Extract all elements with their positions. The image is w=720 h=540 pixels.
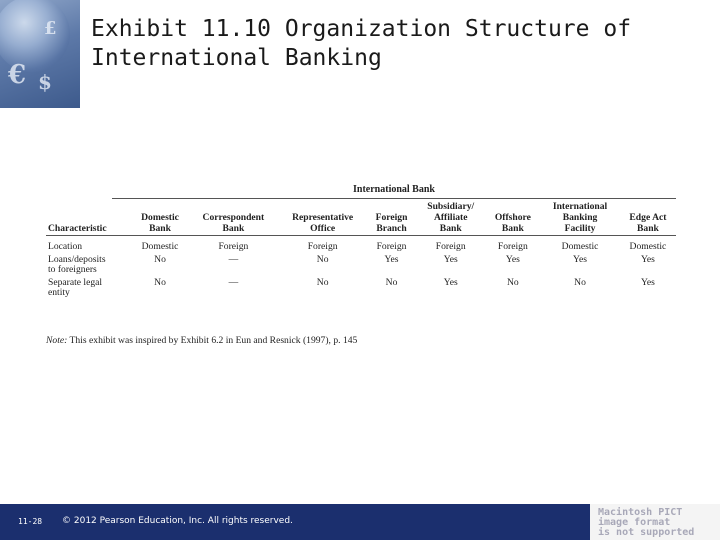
row-label: Separate legal entity (48, 276, 103, 298)
dollar-sign-icon: $ (38, 70, 52, 94)
table-cell: Yes (443, 276, 458, 288)
slide-title: Exhibit 11.10 Organization Structure of International Banking (91, 16, 632, 71)
table-cell: Foreign (307, 241, 338, 252)
note-text: This exhibit was inspired by Exhibit 6.2 in Eun and Resnick (1997), p. 145 (67, 334, 358, 346)
column-header: Subsidiary/ Affiliate Bank (416, 201, 486, 236)
table-cell: — (228, 253, 239, 265)
footer-bar (0, 504, 590, 540)
table-cell: Yes (384, 253, 399, 265)
table-cell: Yes (505, 253, 520, 265)
exhibit-table-figure (46, 184, 676, 346)
table-cell: Yes (443, 253, 458, 265)
column-header: Edge Act Bank (620, 201, 676, 236)
row-label: Location (48, 241, 83, 252)
table-cell: No (385, 276, 398, 288)
column-header: Representative Office (278, 201, 367, 236)
copyright-notice: © 2012 Pearson Education, Inc. All rights reserved. (62, 516, 293, 526)
column-header: Characteristic (46, 201, 131, 236)
table-cell: No (316, 253, 329, 265)
pound-sign-icon: £ (44, 18, 57, 39)
euro-sign-icon: € (8, 60, 27, 90)
table-cell: No (154, 253, 166, 265)
table-row (46, 278, 676, 301)
column-header: Domestic Bank (131, 201, 188, 236)
table-cell: Domestic (141, 241, 179, 252)
column-header: International Banking Facility (540, 201, 620, 236)
table-cell: Foreign (218, 241, 249, 252)
page-number: 11-28 (18, 517, 43, 526)
table-cell: Yes (640, 253, 655, 265)
table-row (46, 255, 676, 278)
column-header: Foreign Branch (367, 201, 416, 236)
group-header: International Bank (353, 184, 435, 195)
column-header: Offshore Bank (486, 201, 541, 236)
corner-globe-graphic (0, 0, 80, 108)
table-cell: Domestic (629, 241, 667, 252)
table-cell: No (574, 276, 586, 288)
table-cell: No (154, 276, 166, 288)
table-cell: No (316, 276, 329, 288)
table-cell: Yes (640, 276, 655, 288)
column-header: Correspondent Bank (189, 201, 279, 236)
table-cell: Yes (573, 253, 588, 265)
unsupported-image-placeholder (590, 504, 720, 540)
placeholder-line: Macintosh PICT (598, 507, 683, 518)
table-header-row (46, 201, 676, 236)
group-header-rule (112, 198, 676, 199)
table-cell: — (228, 276, 239, 288)
table-cell: Foreign (376, 241, 407, 252)
table-cell: Foreign (435, 241, 466, 252)
note-label: Note: (46, 334, 68, 346)
table-cell: Foreign (497, 241, 528, 252)
exhibit-note (46, 335, 676, 346)
table-cell: No (506, 276, 519, 288)
table-cell: Domestic (561, 241, 599, 252)
table-row (46, 236, 676, 255)
placeholder-line: image format (598, 517, 671, 528)
bank-structure-table (46, 201, 676, 301)
placeholder-line: is not supported (598, 527, 695, 538)
row-label: Loans/deposits to foreigners (48, 253, 106, 275)
